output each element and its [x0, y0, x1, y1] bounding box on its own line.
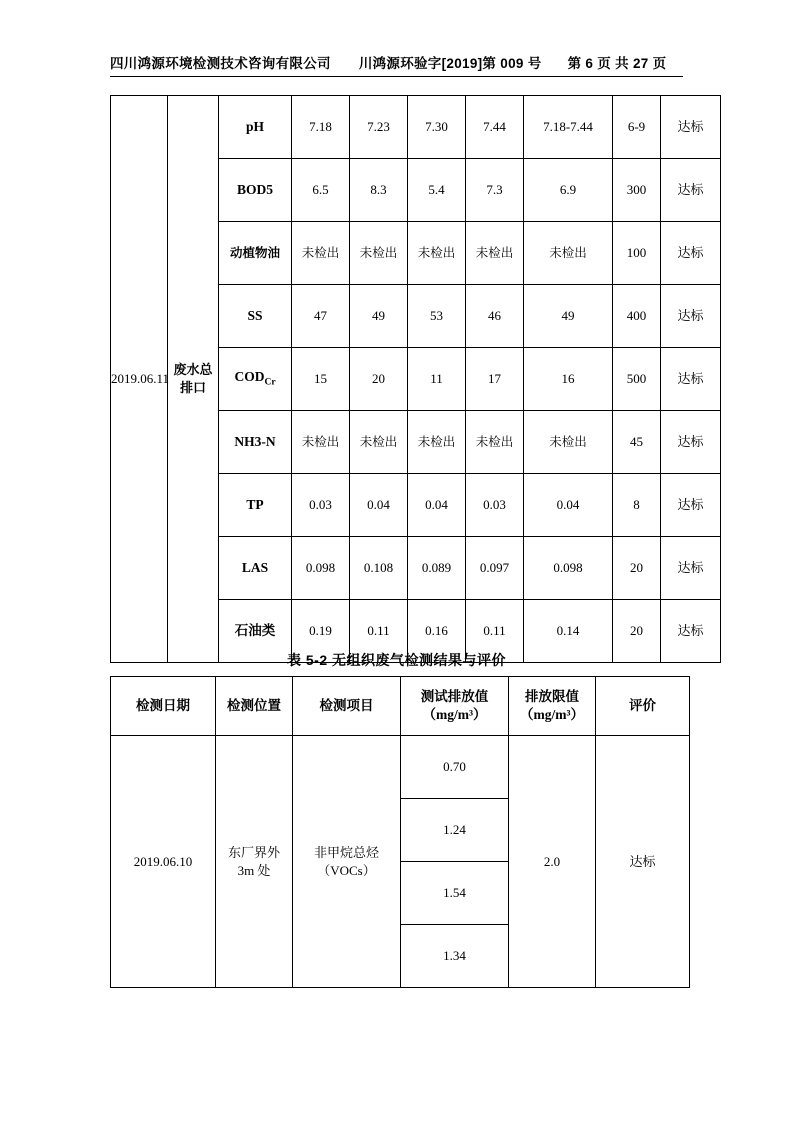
gas-limit-value: 2.0 — [509, 736, 596, 988]
value-4: 7.44 — [466, 96, 524, 159]
gas-position-line2: 3m 处 — [237, 862, 271, 878]
item-name: 动植物油 — [219, 222, 292, 285]
value-2: 未检出 — [350, 222, 408, 285]
average-value: 16 — [524, 348, 613, 411]
wastewater-results-table — [110, 95, 721, 663]
average-value: 0.04 — [524, 474, 613, 537]
value-1: 15 — [292, 348, 350, 411]
item-name: pH — [219, 96, 292, 159]
value-2: 20 — [350, 348, 408, 411]
value-2: 49 — [350, 285, 408, 348]
header-company: 四川鸿源环境检测技术咨询有限公司 — [110, 56, 331, 71]
waste-gas-table-caption: 表 5-2 无组织废气检测结果与评价 — [286, 652, 506, 668]
value-1: 未检出 — [292, 411, 350, 474]
value-1: 7.18 — [292, 96, 350, 159]
value-2: 0.11 — [350, 600, 408, 663]
value-2: 8.3 — [350, 159, 408, 222]
item-name: NH3-N — [219, 411, 292, 474]
evaluation-value: 达标 — [661, 222, 721, 285]
header-limit-line2: （mg/m³） — [519, 707, 585, 722]
evaluation-value: 达标 — [661, 411, 721, 474]
evaluation-value: 达标 — [661, 96, 721, 159]
header-measured-line1: 测试排放值 — [420, 688, 489, 704]
value-4: 46 — [466, 285, 524, 348]
average-value: 未检出 — [524, 411, 613, 474]
value-3: 0.16 — [408, 600, 466, 663]
header-limit-line1: 排放限值 — [525, 688, 579, 704]
item-name: 石油类 — [219, 600, 292, 663]
average-value: 7.18-7.44 — [524, 96, 613, 159]
value-4: 17 — [466, 348, 524, 411]
gas-measured-value: 1.34 — [401, 925, 509, 988]
header-date-line1: 检测日期 — [136, 697, 190, 713]
header-measured-line2: （mg/m³） — [422, 707, 487, 722]
header-date — [111, 677, 216, 736]
value-3: 0.04 — [408, 474, 466, 537]
table-row — [111, 736, 690, 799]
waste-gas-results-table — [110, 676, 690, 988]
value-2: 0.108 — [350, 537, 408, 600]
limit-value: 100 — [613, 222, 661, 285]
average-value: 0.14 — [524, 600, 613, 663]
limit-value: 6-9 — [613, 96, 661, 159]
evaluation-value: 达标 — [661, 474, 721, 537]
item-name: TP — [219, 474, 292, 537]
value-3: 0.089 — [408, 537, 466, 600]
header-evaluation: 评价 — [596, 677, 690, 736]
value-2: 未检出 — [350, 411, 408, 474]
value-4: 未检出 — [466, 222, 524, 285]
table-row — [111, 96, 721, 159]
value-3: 未检出 — [408, 411, 466, 474]
average-value: 未检出 — [524, 222, 613, 285]
average-value: 0.098 — [524, 537, 613, 600]
limit-value: 300 — [613, 159, 661, 222]
gas-date-cell: 2019.06.10 — [111, 736, 216, 988]
value-1: 未检出 — [292, 222, 350, 285]
header-divider — [110, 76, 683, 77]
gas-measured-value: 0.70 — [401, 736, 509, 799]
gas-item-line1: 非甲烷总烃 — [313, 844, 379, 860]
limit-value: 8 — [613, 474, 661, 537]
gas-position-line1: 东厂界外 — [227, 844, 280, 860]
value-1: 6.5 — [292, 159, 350, 222]
header-position — [216, 677, 293, 736]
limit-value: 500 — [613, 348, 661, 411]
wastewater-table-wrapper — [110, 95, 704, 663]
gas-evaluation-value: 达标 — [596, 736, 690, 988]
value-1: 47 — [292, 285, 350, 348]
item-name — [219, 348, 292, 411]
average-value: 49 — [524, 285, 613, 348]
limit-value: 20 — [613, 537, 661, 600]
value-3: 11 — [408, 348, 466, 411]
value-4: 0.11 — [466, 600, 524, 663]
value-1: 0.03 — [292, 474, 350, 537]
value-4: 7.3 — [466, 159, 524, 222]
value-3: 5.4 — [408, 159, 466, 222]
evaluation-value: 达标 — [661, 348, 721, 411]
average-value: 6.9 — [524, 159, 613, 222]
evaluation-value: 达标 — [661, 285, 721, 348]
item-name: SS — [219, 285, 292, 348]
item-name-subscript: Cr — [264, 377, 276, 388]
value-2: 7.23 — [350, 96, 408, 159]
header-limit — [509, 677, 596, 736]
header-report-number: 川鸿源环验字[2019]第 009 号 — [358, 56, 542, 71]
evaluation-value: 达标 — [661, 159, 721, 222]
value-3: 7.30 — [408, 96, 466, 159]
sampling-position-cell — [168, 96, 219, 663]
waste-gas-table-wrapper — [110, 676, 683, 988]
value-4: 0.03 — [466, 474, 524, 537]
value-3: 未检出 — [408, 222, 466, 285]
value-2: 0.04 — [350, 474, 408, 537]
gas-item-line2: （VOCs） — [317, 862, 376, 878]
limit-value: 45 — [613, 411, 661, 474]
evaluation-value: 达标 — [661, 537, 721, 600]
value-4: 0.097 — [466, 537, 524, 600]
sampling-position-text: 废水总排口 — [173, 362, 213, 395]
gas-measured-value: 1.24 — [401, 799, 509, 862]
item-name: BOD5 — [219, 159, 292, 222]
limit-value: 20 — [613, 600, 661, 663]
item-name: LAS — [219, 537, 292, 600]
value-1: 0.098 — [292, 537, 350, 600]
page-header — [110, 52, 683, 72]
table-header-row — [111, 677, 690, 736]
sampling-date-text: 2019.06.11 — [111, 371, 170, 387]
header-measured — [401, 677, 509, 736]
value-4: 未检出 — [466, 411, 524, 474]
header-position-line1: 检测位置 — [227, 697, 281, 713]
header-page-info: 第 6 页 共 27 页 — [567, 56, 667, 71]
limit-value: 400 — [613, 285, 661, 348]
gas-position-cell — [216, 736, 293, 988]
value-3: 53 — [408, 285, 466, 348]
item-name-main: COD — [234, 369, 265, 385]
gas-item-cell — [293, 736, 401, 988]
value-1: 0.19 — [292, 600, 350, 663]
gas-measured-value: 1.54 — [401, 862, 509, 925]
header-item: 检测项目 — [293, 677, 401, 736]
sampling-date-cell — [111, 96, 168, 663]
evaluation-value: 达标 — [661, 600, 721, 663]
